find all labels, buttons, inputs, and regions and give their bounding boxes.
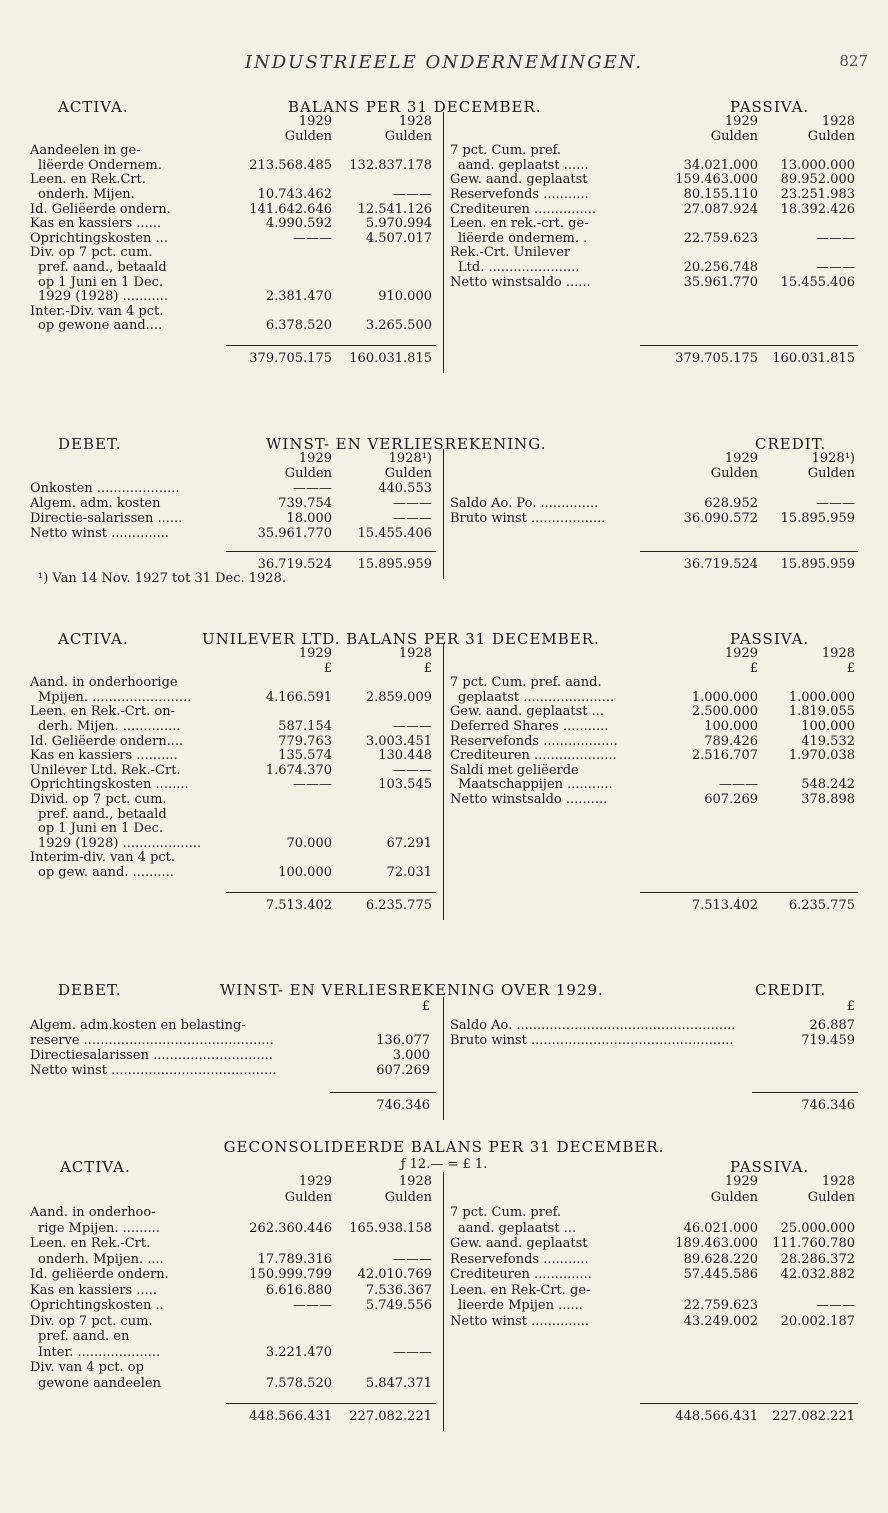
row-label: Gew. aand. geplaatst	[450, 1236, 588, 1251]
row-value-1928: 419.532	[801, 733, 855, 749]
row-value-1929: 22.759.623	[683, 230, 758, 246]
debet-label: DEBET.	[58, 435, 122, 453]
unit-header: Gulden	[807, 466, 855, 481]
passiva-label: PASSIVA.	[730, 1158, 810, 1176]
row-label: Mpijen. ........................	[38, 689, 192, 705]
row-label: 7 pct. Cum. pref.	[450, 1205, 562, 1220]
row-value-1928: 15.895.959	[780, 511, 855, 526]
exchange-rate: ƒ 12.— = £ 1.	[400, 1157, 488, 1172]
row-value-1928: 910.000	[378, 289, 432, 305]
unit-header: £	[846, 999, 855, 1014]
total-1928: 6.235.775	[365, 897, 432, 913]
total-rule	[640, 345, 858, 346]
row-label: Oprichtingskosten ........	[30, 777, 189, 793]
passiva-label: PASSIVA.	[730, 630, 810, 648]
year-header: 1928	[398, 1174, 432, 1189]
row-value-1928: 378.898	[801, 792, 855, 807]
credit-label: CREDIT.	[755, 981, 827, 999]
row-label: Aand. in onderhoo-	[30, 1205, 156, 1220]
row-label: 1929 (1928) ...........	[38, 289, 169, 305]
row-label: Saldi met geliëerde	[450, 762, 579, 778]
row-label: op 1 Juni en 1 Dec.	[38, 274, 164, 290]
column-rule	[443, 997, 444, 1120]
row-label: lieerde Mpijen ......	[458, 1298, 583, 1313]
row-value-1929: 150.999.799	[249, 1267, 332, 1282]
total-1929: 7.513.402	[265, 897, 332, 913]
row-label: Algem. adm. kosten	[30, 496, 161, 511]
row-label: 7 pct. Cum. pref. aand.	[450, 675, 602, 691]
total-rule	[640, 1403, 858, 1404]
row-value-1929: ———	[293, 1298, 332, 1313]
year-header: 1929	[724, 646, 758, 661]
row-label: Oprichtingskosten ...	[30, 230, 168, 246]
total-1928: 15.895.959	[357, 557, 432, 572]
row-label: Leen. en Rek.Crt.	[30, 172, 146, 188]
row-label: Onkosten ....................	[30, 481, 180, 496]
unit-header: Gulden	[807, 128, 855, 144]
row-value-1929: 20.256.748	[683, 260, 758, 275]
row-value-1929: 100.000	[278, 865, 332, 880]
row-label: geplaatst ......................	[458, 689, 615, 705]
total-1928: 227.082.221	[349, 1409, 432, 1424]
row-value-1929: 4.166.591	[265, 689, 332, 705]
row-value-1929: 159.463.000	[675, 172, 758, 188]
row-value-1929: 100.000	[704, 719, 758, 734]
total-rule	[226, 345, 436, 346]
row-label: Leen. en Rek.-Crt.	[30, 1236, 151, 1251]
row-label: Oprichtingskosten ..	[30, 1298, 164, 1313]
row-value-1928: 25.000.000	[780, 1220, 855, 1236]
row-value-1929: 34.021.000	[683, 157, 758, 173]
row-value-1929: 2.516.707	[691, 748, 758, 764]
row-value-1929: 587.154	[278, 719, 332, 734]
year-header: 1929	[724, 114, 758, 129]
row-label: Aand. in onderhoorige	[30, 675, 178, 691]
row-label: Bruto winst ..................	[450, 511, 606, 526]
row-label: rige Mpijen. .........	[38, 1220, 160, 1236]
row-label: Netto winst ..............	[450, 1313, 590, 1329]
total-1929: 448.566.431	[249, 1409, 332, 1424]
row-label: Reservefonds ..................	[450, 733, 618, 749]
passiva-label: PASSIVA.	[730, 98, 810, 116]
row-value-1929: 35.961.770	[683, 274, 758, 290]
row-label: onderh. Mijen.	[38, 187, 135, 202]
row-value-1928: ———	[393, 496, 432, 511]
row-value-1929: 46.021.000	[683, 1220, 758, 1236]
row-value-1929: ———	[719, 777, 758, 793]
row-value-1929: 4.990.592	[265, 216, 332, 232]
row-value-1928: ———	[393, 762, 432, 778]
row-value-1929: 70.000	[286, 835, 332, 851]
total-rule	[330, 1092, 436, 1093]
row-value-1928: 13.000.000	[780, 157, 855, 173]
row-value-1928: 42.032.882	[780, 1267, 855, 1282]
row-value-1928: ———	[816, 260, 855, 275]
unit-header: £	[323, 660, 332, 676]
row-label: Crediteuren ....................	[450, 748, 617, 764]
row-value-1929: 789.426	[704, 733, 758, 749]
row-label: Saldo Ao. .....................................................	[450, 1018, 736, 1033]
row-value-1928: 130.448	[378, 748, 432, 764]
row-label: op gew. aand. ..........	[38, 865, 174, 880]
year-header: 1928	[821, 646, 855, 661]
row-label: gewone aandeelen	[38, 1375, 161, 1391]
year-header: 1929	[298, 451, 332, 466]
row-label: Kas en kassiers .....	[30, 1282, 157, 1298]
row-value-1928: 1.970.038	[788, 748, 855, 764]
row-value-1929: 1.000.000	[691, 689, 758, 705]
row-value-1929: ———	[293, 230, 332, 246]
row-label: 7 pct. Cum. pref.	[450, 143, 562, 159]
row-label: Id. Geliëerde ondern.	[30, 201, 171, 217]
row-label: Reservefonds ...........	[450, 187, 589, 202]
debet-label: DEBET.	[58, 981, 122, 999]
row-value-1928: 18.392.426	[780, 201, 855, 217]
row-label: op 1 Juni en 1 Dec.	[38, 821, 164, 837]
row-value-1929: 3.221.470	[265, 1344, 332, 1360]
row-label: Div. van 4 pct. op	[30, 1360, 144, 1375]
total-rule	[226, 892, 436, 893]
section-title: GECONSOLIDEERDE BALANS PER 31 DECEMBER.	[223, 1138, 665, 1156]
row-value-1929: 628.952	[704, 496, 758, 511]
unit-header: Gulden	[284, 128, 332, 144]
running-title: INDUSTRIEELE ONDERNEMINGEN.	[244, 52, 644, 73]
row-value-1928: ———	[393, 511, 432, 526]
total-1929: 379.705.175	[249, 351, 332, 366]
row-label: Aandeelen in ge-	[30, 143, 141, 159]
row-value-1928: ———	[393, 719, 432, 734]
row-label: Kas en kassiers ..........	[30, 748, 178, 764]
row-value-1928: 5.970.994	[365, 216, 432, 232]
unit-header: Gulden	[807, 1189, 855, 1205]
row-value-1928: 5.847.371	[365, 1375, 432, 1391]
row-label: aand. geplaatst ......	[458, 157, 589, 173]
column-rule	[443, 1172, 444, 1431]
balance-sheet-1	[30, 100, 858, 420]
unit-header: £	[749, 660, 758, 676]
total-1929: 36.719.524	[257, 557, 332, 572]
row-value-1928: 23.251.983	[780, 187, 855, 202]
row-label: Maatschappijen ...........	[458, 777, 613, 793]
row-value-1928: ———	[816, 1298, 855, 1313]
year-header: 1928¹)	[811, 451, 855, 466]
row-value-1928: 89.952.000	[780, 172, 855, 188]
row-value-1929: 27.087.924	[683, 201, 758, 217]
year-header: 1929	[298, 646, 332, 661]
credit-label: CREDIT.	[755, 435, 827, 453]
total-1929: 7.513.402	[691, 897, 758, 913]
row-value-1929: 739.754	[278, 496, 332, 511]
row-label: Deferred Shares ...........	[450, 719, 609, 734]
section-title: BALANS PER 31 DECEMBER.	[288, 98, 542, 116]
section-title: WINST- EN VERLIESREKENING.	[266, 435, 547, 453]
year-header: 1929	[298, 1174, 332, 1189]
unit-header: Gulden	[710, 1189, 758, 1205]
row-value: 26.887	[809, 1018, 855, 1033]
row-value-1928: 20.002.187	[780, 1313, 855, 1329]
total-1928: 160.031.815	[772, 351, 855, 366]
year-header: 1929	[724, 1174, 758, 1189]
column-rule	[443, 644, 444, 920]
year-header: 1928	[398, 114, 432, 129]
row-value-1929: 2.381.470	[265, 289, 332, 305]
page-number: 827	[839, 52, 868, 70]
row-label: Netto winstsaldo ......	[450, 274, 591, 290]
row-label: pref. aand., betaald	[38, 806, 167, 822]
row-value-1929: 189.463.000	[675, 1236, 758, 1251]
year-header: 1929	[724, 451, 758, 466]
column-rule	[443, 449, 444, 579]
consolidated-balance-sheet	[30, 1140, 858, 1480]
total-1929: 379.705.175	[675, 351, 758, 366]
row-value-1929: 43.249.002	[683, 1313, 758, 1329]
row-value-1929: 18.000	[286, 511, 332, 526]
row-value-1929: 17.789.316	[257, 1251, 332, 1267]
row-value-1929: 213.568.485	[249, 157, 332, 173]
activa-label: ACTIVA.	[58, 98, 129, 116]
row-value-1929: ———	[293, 481, 332, 496]
row-value-1928: 132.837.178	[349, 157, 432, 173]
row-value: 3.000	[392, 1048, 430, 1063]
row-value-1929: 2.500.000	[691, 704, 758, 720]
row-value-1928: 28.286.372	[780, 1251, 855, 1267]
row-label: Netto winst ..............	[30, 526, 170, 541]
row-label: Algem. adm.kosten en belasting-	[30, 1018, 246, 1033]
row-label: Interim-div. van 4 pct.	[30, 850, 176, 866]
row-label: Id. Geliëerde ondern....	[30, 733, 184, 749]
row-value-1928: 548.242	[801, 777, 855, 793]
row-label: Netto winstsaldo ..........	[450, 792, 608, 807]
row-value-1928: 4.507.017	[365, 230, 432, 246]
year-header: 1928¹)	[388, 451, 432, 466]
row-label: Bruto winst .................................................	[450, 1033, 734, 1048]
row-value: 719.459	[801, 1033, 855, 1048]
row-label: onderh. Mpijen. ....	[38, 1251, 164, 1267]
row-value-1929: 80.155.110	[683, 187, 758, 202]
row-value-1928: ———	[393, 1251, 432, 1267]
row-label: Inter. ....................	[38, 1344, 161, 1360]
unit-header: £	[423, 660, 432, 676]
row-label: Netto winst ........................................	[30, 1063, 277, 1078]
row-value-1928: ———	[816, 230, 855, 246]
row-value-1929: 6.616.880	[265, 1282, 332, 1298]
unit-header: Gulden	[384, 128, 432, 144]
section-title: UNILEVER LTD. BALANS PER 31 DECEMBER.	[202, 630, 600, 648]
row-label: liëerde Ondernem.	[38, 157, 162, 173]
row-value: 136.077	[376, 1033, 430, 1048]
unit-header: Gulden	[710, 128, 758, 144]
activa-label: ACTIVA.	[58, 630, 129, 648]
unit-header: Gulden	[284, 466, 332, 481]
unit-header: £	[421, 999, 430, 1014]
row-label: Kas en kassiers ......	[30, 216, 162, 232]
row-label: Divid. op 7 pct. cum.	[30, 792, 167, 807]
row-value-1928: 111.760.780	[772, 1236, 855, 1251]
row-value-1928: 3.003.451	[365, 733, 432, 749]
row-label: Rek.-Crt. Unilever	[450, 245, 571, 261]
row-label: 1929 (1928) ...................	[38, 835, 202, 851]
row-label: Div. op 7 pct. cum.	[30, 1313, 153, 1329]
row-label: Reservefonds ...........	[450, 1251, 589, 1267]
row-label: Leen. en Rek-Crt. ge-	[450, 1282, 591, 1298]
total-rule	[640, 892, 858, 893]
balance-sheet-unilever	[30, 632, 858, 972]
row-value-1929: 36.090.572	[683, 511, 758, 526]
total-1929: 36.719.524	[683, 557, 758, 572]
row-value-1928: 100.000	[801, 719, 855, 734]
row-value-1928: ———	[816, 496, 855, 511]
row-value-1928: 15.455.406	[357, 526, 432, 541]
row-value-1929: 7.578.520	[265, 1375, 332, 1391]
row-value-1928: 103.545	[378, 777, 432, 793]
unit-header: Gulden	[384, 1189, 432, 1205]
total-1928: 6.235.775	[788, 897, 855, 913]
row-value-1928: 12.541.126	[357, 201, 432, 217]
row-value: 607.269	[376, 1063, 430, 1078]
year-header: 1928	[398, 646, 432, 661]
row-value-1929: 10.743.462	[257, 187, 332, 202]
row-label: pref. aand. en	[38, 1329, 130, 1344]
row-value-1929: 57.445.586	[683, 1267, 758, 1282]
row-label: pref. aand., betaald	[38, 260, 167, 275]
row-label: Id. geliëerde ondern.	[30, 1267, 169, 1282]
row-value-1929: 22.759.623	[683, 1298, 758, 1313]
row-label: Inter.-Div. van 4 pct.	[30, 303, 164, 319]
total-1928: 227.082.221	[772, 1409, 855, 1424]
row-value-1929: 35.961.770	[257, 526, 332, 541]
row-value-1929: 141.642.646	[249, 201, 332, 217]
row-label: Crediteuren ..............	[450, 1267, 592, 1282]
row-value-1929: 607.269	[704, 792, 758, 807]
page-header	[0, 52, 888, 82]
year-header: 1928	[821, 1174, 855, 1189]
row-value-1929: 262.360.446	[249, 1220, 332, 1236]
row-label: Directie-salarissen ......	[30, 511, 183, 526]
row-value-1928: 5.749.556	[365, 1298, 432, 1313]
total: 746.346	[801, 1098, 855, 1113]
row-label: Gew. aand. geplaatst ...	[450, 704, 605, 720]
year-header: 1929	[298, 114, 332, 129]
row-label: Unilever Ltd. Rek.-Crt.	[30, 762, 181, 778]
profit-loss-1	[30, 437, 858, 617]
row-value-1928: 7.536.367	[365, 1282, 432, 1298]
row-value-1928: 72.031	[386, 865, 432, 880]
row-value-1928: 1.819.055	[788, 704, 855, 720]
row-label: Leen. en rek.-crt. ge-	[450, 216, 589, 232]
column-rule	[443, 112, 444, 373]
row-label: Directiesalarissen .............................	[30, 1048, 273, 1063]
year-header: 1928	[821, 114, 855, 129]
total-1928: 160.031.815	[349, 351, 432, 366]
row-value-1928: 440.553	[378, 481, 432, 496]
row-value-1929: 135.574	[278, 748, 332, 764]
section-title: WINST- EN VERLIESREKENING OVER 1929.	[220, 981, 604, 999]
activa-label: ACTIVA.	[60, 1158, 131, 1176]
row-value-1928: 165.938.158	[349, 1220, 432, 1236]
row-label: reserve ..............................................	[30, 1033, 274, 1048]
footnote: ¹) Van 14 Nov. 1927 tot 31 Dec. 1928.	[38, 571, 286, 586]
row-value-1928: 2.859.009	[365, 689, 432, 705]
unit-header: Gulden	[384, 466, 432, 481]
row-label: Leen. en Rek.-Crt. on-	[30, 704, 175, 720]
unit-header: Gulden	[710, 466, 758, 481]
profit-loss-unilever	[30, 983, 858, 1123]
row-label: Crediteuren ...............	[450, 201, 597, 217]
total-1929: 448.566.431	[675, 1409, 758, 1424]
total: 746.346	[376, 1098, 430, 1113]
row-label: Div. op 7 pct. cum.	[30, 245, 153, 261]
row-value-1929: ———	[293, 777, 332, 793]
unit-header: £	[846, 660, 855, 676]
row-value-1928: 3.265.500	[365, 318, 432, 334]
unit-header: Gulden	[284, 1189, 332, 1205]
row-value-1928: ———	[393, 187, 432, 202]
row-label: Gew. aand. geplaatst	[450, 172, 588, 188]
row-label: Ltd. ......................	[458, 260, 580, 275]
row-value-1929: 779.763	[278, 733, 332, 749]
row-value-1928: 67.291	[386, 835, 432, 851]
row-label: aand. geplaatst ...	[458, 1220, 577, 1236]
row-label: liëerde ondernem. .	[458, 230, 588, 246]
row-value-1928: 15.455.406	[780, 274, 855, 290]
total-rule	[752, 1092, 858, 1093]
row-label: Saldo Ao. Po. ..............	[450, 496, 599, 511]
total-1928: 15.895.959	[780, 557, 855, 572]
row-value-1928: 42.010.769	[357, 1267, 432, 1282]
row-value-1928: ———	[393, 1344, 432, 1360]
row-value-1929: 1.674.370	[265, 762, 332, 778]
total-rule	[226, 1403, 436, 1404]
row-value-1928: 1.000.000	[788, 689, 855, 705]
total-rule	[640, 551, 858, 552]
row-label: derh. Mijen. ..............	[38, 719, 181, 734]
row-value-1929: 6.378.520	[265, 318, 332, 334]
total-rule	[226, 551, 436, 552]
row-label: op gewone aand....	[38, 318, 163, 334]
row-value-1929: 89.628.220	[683, 1251, 758, 1267]
